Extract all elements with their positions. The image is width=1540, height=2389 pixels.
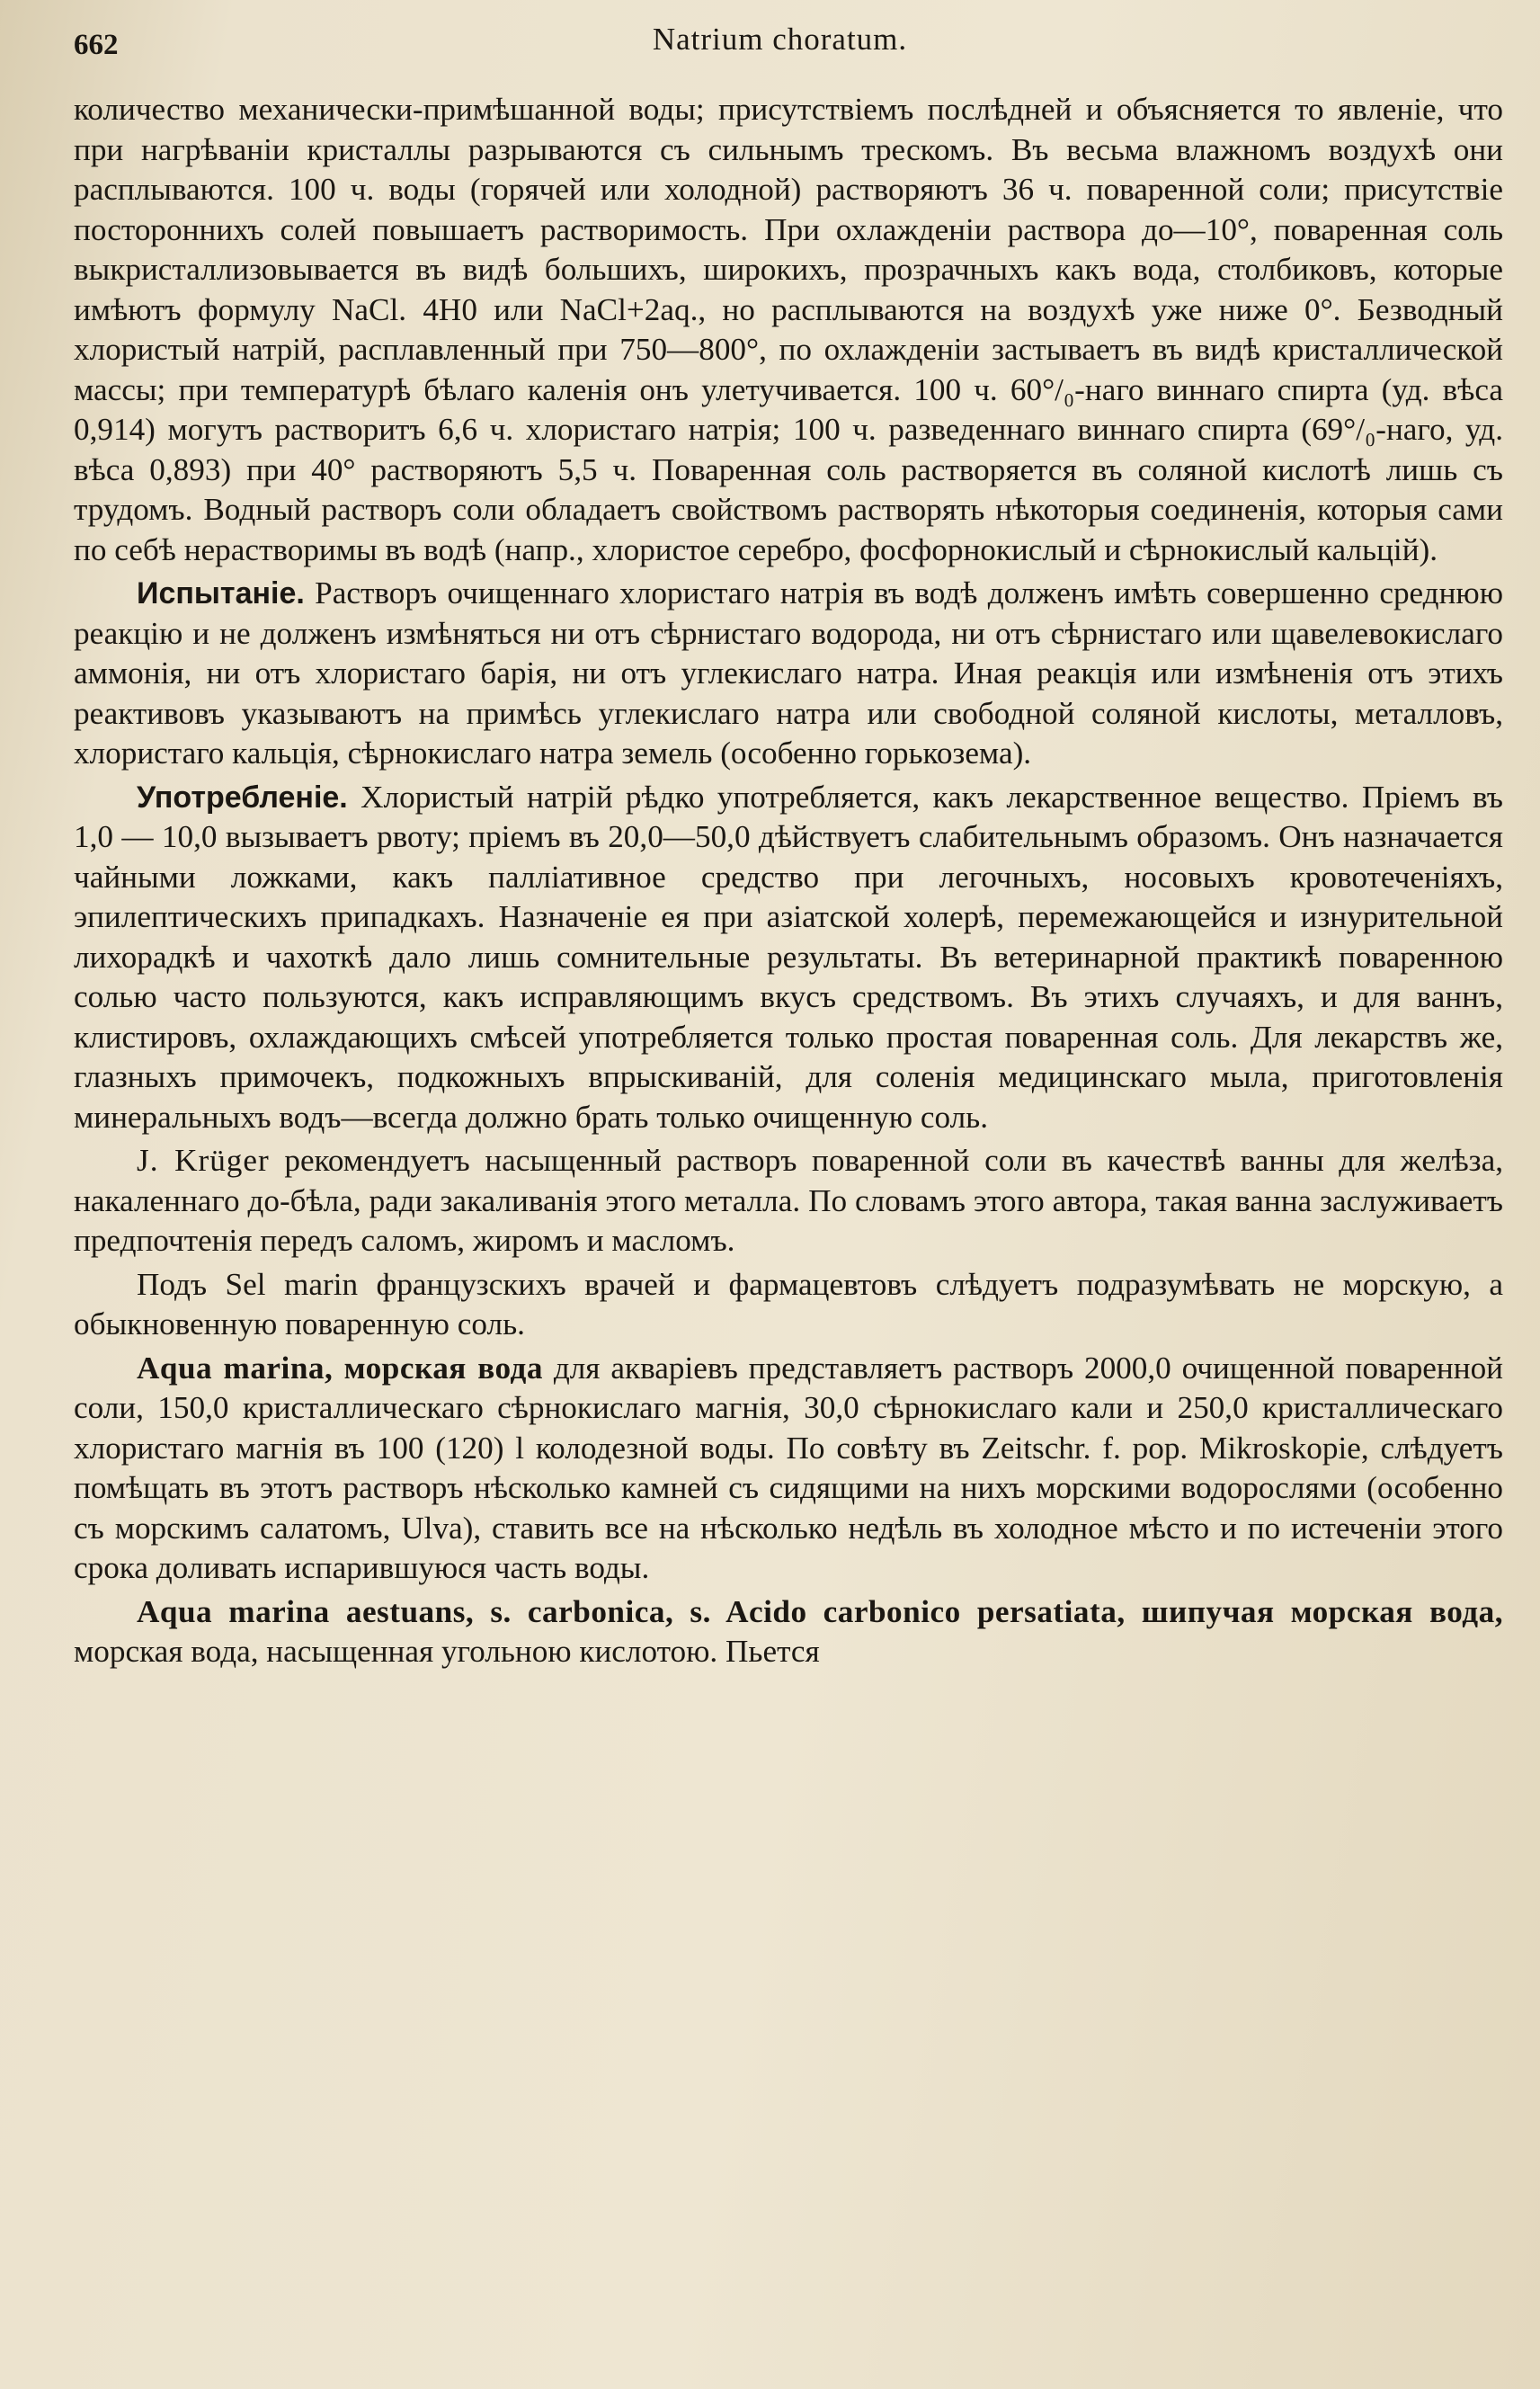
- entry-heading-aqua-marina: Aqua marina, морская вода: [137, 1350, 543, 1386]
- paragraph-text: Растворъ очищеннаго хлористаго натрія въ водѣ долженъ имѣть совершенно среднюю реакцію и не долженъ измѣняться ни отъ сѣрнистаго водорода, ни отъ сѣрнистаго или щавелевокислаго аммонія, ни отъ хлористаго барія, ни отъ углекислаго натра. Иная реакція или измѣненія отъ этихъ реактивовъ указываютъ на примѣсь углекислаго натра или свободной соляной кислоты, металловъ, хлористаго кальція, сѣрнокислаго натра земель (особенно горькозема).: [74, 575, 1503, 771]
- paragraph-text: морская вода, насыщенная угольною кислотою. Пьется: [74, 1634, 820, 1669]
- author-name: J. Krüger: [137, 1143, 270, 1178]
- paragraph-aqua-marina: [74, 1349, 1503, 1589]
- running-head: [74, 16, 1486, 70]
- paragraph-text: количество механически-примѣшанной воды; присутствіемъ послѣдней и объясняется то явленіе, что при нагрѣваніи кристаллы разрываются съ сильнымъ трескомъ. Въ весьма влажномъ воздухѣ они расплываются. 100 ч. воды (горячей или холодной) растворяютъ 36 ч. поваренной соли; присутствіе постороннихъ солей повышаетъ растворимость. При охлажденіи раствора до—10°, поваренная соль выкристаллизовывается въ видѣ большихъ, широкихъ, прозрачныхъ какъ вода, столбиковъ, которые имѣютъ формулу NaCl. 4H0 или NaCl+2aq., но расплываются на воздухѣ уже ниже 0°. Безводный хлористый натрій, расплавленный при 750—800°, по охлажденіи застываетъ въ видѣ кристаллической массы; при температурѣ бѣлаго каленія онъ улетучивается. 100 ч. 60°/₀-наго виннаго спирта (уд. вѣса 0,914) могутъ растворитъ 6,6 ч. хлористаго натрія; 100 ч. разведеннаго виннаго спирта (69°/₀-наго, уд. вѣса 0,893) при 40° растворяютъ 5,5 ч. Поваренная соль растворяется въ соляной кислотѣ лишь съ трудомъ. Водный растворъ соли обладаетъ свойствомъ растворять нѣкоторыя соединенія, которыя сами по себѣ нерастворимы въ водѣ (напр., хлористое серебро, фосфорнокислый и сѣрнокислый кальцій).: [74, 92, 1503, 567]
- section-heading-testing: Испытаніе.: [137, 576, 305, 611]
- body-text: [74, 90, 1503, 1676]
- paragraph-text: для акваріевъ представляетъ растворъ 2000,0 очищенной поваренной соли, 150,0 кристаллическаго сѣрнокислаго магнія, 30,0 сѣрнокислаго кали и 250,0 кристаллическаго хлористаго магнія въ 100 (120) l колодезной воды. По совѣту въ Zeitschr. f. pop. Mikroskopie, слѣдуетъ помѣщать въ этотъ растворъ нѣсколько камней съ сидящими на нихъ морскими водорослями (особенно съ морскимъ салатомъ, Ulva), ставить все на нѣсколько недѣль въ холодное мѣсто и по истеченіи этого срока доливать испарившуюся часть воды.: [74, 1350, 1504, 1585]
- paragraph-testing: [74, 574, 1503, 774]
- section-heading-usage: Употребленіе.: [137, 780, 348, 815]
- paragraph-kruger: [74, 1141, 1503, 1261]
- paragraph-properties: [74, 90, 1503, 570]
- paragraph-text: Подъ Sel marin французскихъ врачей и фармацевтовъ слѣдуетъ подразумѣвать не морскую, а обыкновенную поваренную соль.: [74, 1266, 1503, 1342]
- page-number: 662: [74, 29, 119, 61]
- paragraph-text: рекомендуетъ насыщенный растворъ поваренной соли въ качествѣ ванны для желѣза, накаленнаго до-бѣла, ради закаливанія этого металла. По словамъ этого автора, такая ванна заслуживаетъ предпочтенія передъ саломъ, жиромъ и масломъ.: [74, 1143, 1503, 1258]
- paragraph-sel-marin: [74, 1265, 1503, 1345]
- entry-heading-aqua-marina-aestuans: Aqua marina aestuans, s. carbonica, s. Acido carbonico persatiata, шипучая морская вода,: [137, 1593, 1503, 1629]
- running-title: Natrium choratum.: [652, 22, 908, 57]
- paragraph-text: Хлористый натрій рѣдко употребляется, какъ лекарственное вещество. Пріемъ въ 1,0 — 10,0 вызываетъ рвоту; пріемъ въ 20,0—50,0 дѣйствуетъ слабительнымъ образомъ. Онъ назначается чайными ложками, какъ палліативное средство при легочныхъ, носовыхъ кровотеченіяхъ, эпилептическихъ припадкахъ. Назначеніе ея при азіатской холерѣ, перемежающейся и изнурительной лихорадкѣ и чахоткѣ дало лишь сомнительные результаты. Въ ветеринарной практикѣ поваренною солью часто пользуются, какъ исправляющимъ вкусъ средствомъ. Въ этихъ случаяхъ, и для ваннъ, клистировъ, охлаждающихъ смѣсей употребляется только простая поваренная соль. Для лекарствъ же, глазныхъ примочекъ, подкожныхъ впрыскиваній, для соленія медицинскаго мыла, приготовленія минеральныхъ водъ—всегда должно брать только очищенную соль.: [74, 779, 1503, 1135]
- paragraph-aqua-marina-aestuans: [74, 1592, 1503, 1672]
- paragraph-usage: [74, 778, 1503, 1138]
